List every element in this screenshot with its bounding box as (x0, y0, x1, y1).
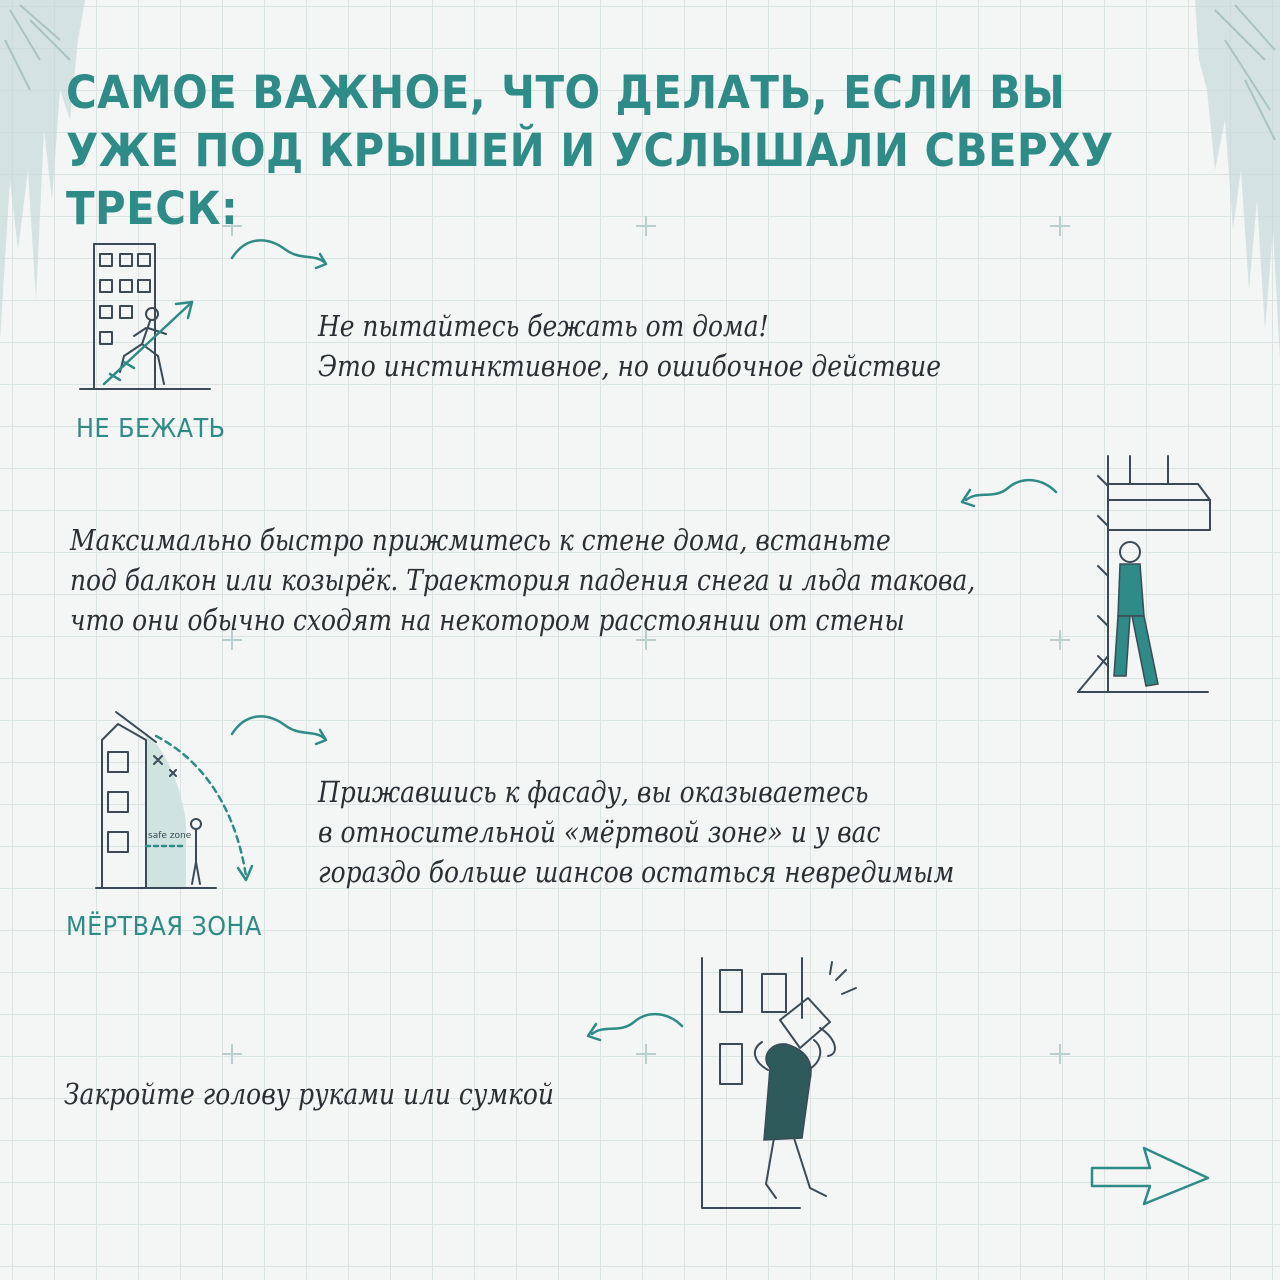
no-running-label: НЕ БЕЖАТЬ (76, 414, 226, 444)
dead-zone-label: МЁРТВАЯ ЗОНА (66, 912, 262, 942)
step-1-text (318, 306, 941, 386)
step-4-line-1: Закройте голову руками или сумкой (64, 1077, 554, 1111)
step-3-line-1: Прижавшись к фасаду, вы оказываетесь (318, 775, 869, 809)
step-1-line-2: Это инстинктивное, но ошибочное действие (318, 349, 941, 383)
step-3-line-2: в относительной «мёртвой зоне» и у вас (318, 815, 881, 849)
step-1-line-1: Не пытайтесь бежать от дома! (318, 309, 769, 343)
curly-arrow-icon (576, 1008, 686, 1048)
person-under-balcony-icon (1078, 456, 1218, 696)
curly-arrow-icon (950, 474, 1060, 514)
running-away-icon (80, 244, 230, 394)
step-2-line-1: Максимально быстро прижмитесь к стене дома, встаньте (70, 523, 891, 557)
step-4-text (64, 1074, 554, 1114)
step-2-text (70, 520, 975, 640)
safe-zone-caption: safe zone (148, 831, 192, 841)
step-3-line-3: гораздо больше шансов остаться невредимым (318, 855, 955, 889)
cover-head-with-bag-icon (690, 958, 870, 1218)
page-title: САМОЕ ВАЖНОЕ, ЧТО ДЕЛАТЬ, ЕСЛИ ВЫ УЖЕ ПОД КРЫШЕЙ И УСЛЫШАЛИ СВЕРХУ ТРЕСК: (66, 66, 1114, 235)
step-2-line-3: что они обычно сходят на некотором расстоянии от стены (70, 603, 905, 637)
curly-arrow-icon (228, 712, 338, 752)
curly-arrow-icon (228, 236, 338, 276)
step-3-text (318, 772, 954, 892)
step-2-line-2: под балкон или козырёк. Траектория падения снега и льда такова, (70, 563, 976, 597)
next-arrow-icon[interactable] (1088, 1146, 1214, 1206)
